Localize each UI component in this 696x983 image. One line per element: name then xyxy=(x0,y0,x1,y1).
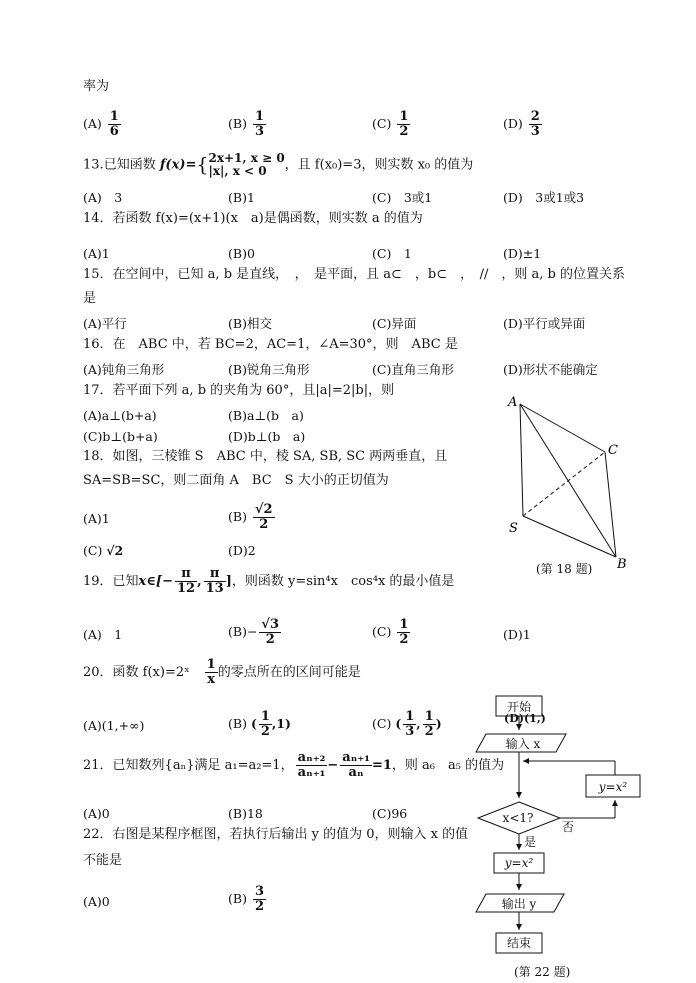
q15-option-c: (C)异面 xyxy=(372,316,417,331)
q18-option-c: (C) √2 xyxy=(83,543,124,558)
q15-stem-line2: 是 xyxy=(83,291,97,306)
q19-option-b: (B)− $\frac{√3}{2}$ xyxy=(228,617,280,647)
q18-option-b: (B) $\frac{√2}{2}$ xyxy=(228,502,273,532)
q17-option-d: (D)b⊥(b a) xyxy=(228,429,306,444)
q19-option-a: (A) 1 xyxy=(83,627,123,642)
q13-option-b: (B)1 xyxy=(228,190,255,205)
q14-option-c: (C) 1 xyxy=(372,246,412,261)
q15-option-d: (D)平行或异面 xyxy=(503,316,586,331)
q17-option-c: (C)b⊥(b+a) xyxy=(83,429,158,444)
q18-pyramid-figure xyxy=(500,392,640,582)
q12-option-c: (C) $\frac{1}{2}$ xyxy=(372,109,409,139)
q19-option-d: (D)1 xyxy=(503,627,531,642)
flow-no-label: 否 xyxy=(562,820,575,834)
flow-assign-label: y=x² xyxy=(504,856,534,870)
q15-option-a: (A)平行 xyxy=(83,316,127,331)
flow-decision-label: x<1? xyxy=(502,811,534,825)
q20-option-d-overlap: (D)(1,) xyxy=(504,712,546,725)
flow-yes-label: 是 xyxy=(524,835,537,849)
q16-option-b: (B)锐角三角形 xyxy=(228,362,310,377)
q22-option-b: (B) $\frac{3}{2}$ xyxy=(228,884,264,914)
edge-sc-hidden xyxy=(523,452,605,516)
q20-stem: 20．函数 f(x)=2ˣ $\frac{1}{x}$ 的零点所在的区间可能是 xyxy=(83,657,361,687)
q12-option-d: (D) $\frac{2}{3}$ xyxy=(503,109,540,139)
q19-stem: 19．已知x∈[− $\frac{\pi}{12}$ , $\frac{\pi}{13}$ ]，则函数 y=sin⁴x cos⁴x 的最小值是 xyxy=(83,566,455,596)
q21-option-a: (A)0 xyxy=(83,806,110,821)
flow-output-label: 输出 y xyxy=(501,897,537,911)
q12-option-a: (A) $\frac{1}{6}$ xyxy=(83,109,119,139)
q17-option-a: (A)a⊥(b+a) xyxy=(83,408,157,423)
q22-stem-line2: 不能是 xyxy=(83,853,123,868)
q14-option-d: (D)±1 xyxy=(503,246,542,261)
q17-stem: 17．若平面下列 a, b 的夹角为 60°，且|a|=2|b|，则 xyxy=(83,383,395,398)
q20-option-c: (C) ( $\frac{1}{3}$ , $\frac{1}{2}$ ) xyxy=(372,709,442,739)
q16-option-a: (A)钝角三角形 xyxy=(83,362,165,377)
edge-ac xyxy=(520,404,605,452)
q22-caption: (第 22 题) xyxy=(514,965,571,979)
q22-stem-line1: 22．右图是某程序框图，若执行后输出 y 的值为 0，则输入 x 的值 xyxy=(83,827,469,842)
flow-end-label: 结束 xyxy=(506,936,531,950)
q18-caption: (第 18 题) xyxy=(536,562,593,576)
q22-option-a: (A)0 xyxy=(83,894,110,909)
q21-option-c: (C)96 xyxy=(372,806,408,821)
vertex-label-s: S xyxy=(509,521,518,536)
vertex-label-c: C xyxy=(608,443,618,458)
q12-option-b: (B) $\frac{1}{3}$ xyxy=(228,109,264,139)
q12-continuation: 率为 xyxy=(83,79,110,94)
q14-stem: 14．若函数 f(x)=(x+1)(x a)是偶函数，则实数 a 的值为 xyxy=(83,211,423,226)
q15-option-b: (B)相交 xyxy=(228,316,272,331)
q13-stem: 13.已知函数 f(x)={ 2x+1, x ≥ 0 |x|, x < 0 ，且 f(x₀)=3，则实数 x₀ 的值为 xyxy=(83,151,474,178)
q14-option-b: (B)0 xyxy=(228,246,255,261)
edge-sa xyxy=(520,404,523,516)
q18-option-d: (D)2 xyxy=(228,543,256,558)
q18-stem-line2: SA=SB=SC，则二面角 A BC S 大小的正切值为 xyxy=(83,473,389,488)
q13-option-a: (A) 3 xyxy=(83,190,123,205)
q15-stem-line1: 15．在空间中，已知 a, b 是直线， ， 是平面，且 a⊂ ，b⊂ ， // ，则 a, b 的位置关系 xyxy=(83,267,625,282)
q13-option-d: (D) 3或1或3 xyxy=(503,190,585,205)
q21-option-b: (B)18 xyxy=(228,806,263,821)
q16-stem: 16．在 ABC 中，若 BC=2，AC=1，∠A=30°，则 ABC 是 xyxy=(83,337,458,352)
q18-option-a: (A)1 xyxy=(83,511,110,526)
q16-option-c: (C)直角三角形 xyxy=(372,362,454,377)
q20-option-a: (A)(1,+∞) xyxy=(83,718,145,733)
q13-option-c: (C) 3或1 xyxy=(372,190,433,205)
vertex-label-b: B xyxy=(617,557,627,572)
q21-stem: 21．已知数列{aₙ}满足 a₁=a₂=1， $\frac{\text{aₙ₊₂}}{\text{aₙ₊₁}}$ − $\frac{\text{aₙ₊₁}}{\text{aₙ}}$ =1，则 a₆ a₅ 的值为 xyxy=(83,750,505,780)
vertex-label-a: A xyxy=(508,395,518,410)
q16-option-d: (D)形状不能确定 xyxy=(503,362,598,377)
q20-option-b: (B) ( $\frac{1}{2}$ ,1) xyxy=(228,709,291,739)
q19-option-c: (C) $\frac{1}{2}$ xyxy=(372,617,409,647)
q18-stem-line1: 18．如图，三棱锥 S ABC 中，棱 SA, SB, SC 两两垂直，且 xyxy=(83,449,448,464)
flow-input-label: 输入 x xyxy=(505,737,541,751)
edge-sb xyxy=(523,516,616,557)
flow-loop-label: y=x² xyxy=(598,780,628,794)
q14-option-a: (A)1 xyxy=(83,246,110,261)
flow-start-label: 开始 xyxy=(506,700,531,714)
q17-option-b: (B)a⊥(b a) xyxy=(228,408,304,423)
